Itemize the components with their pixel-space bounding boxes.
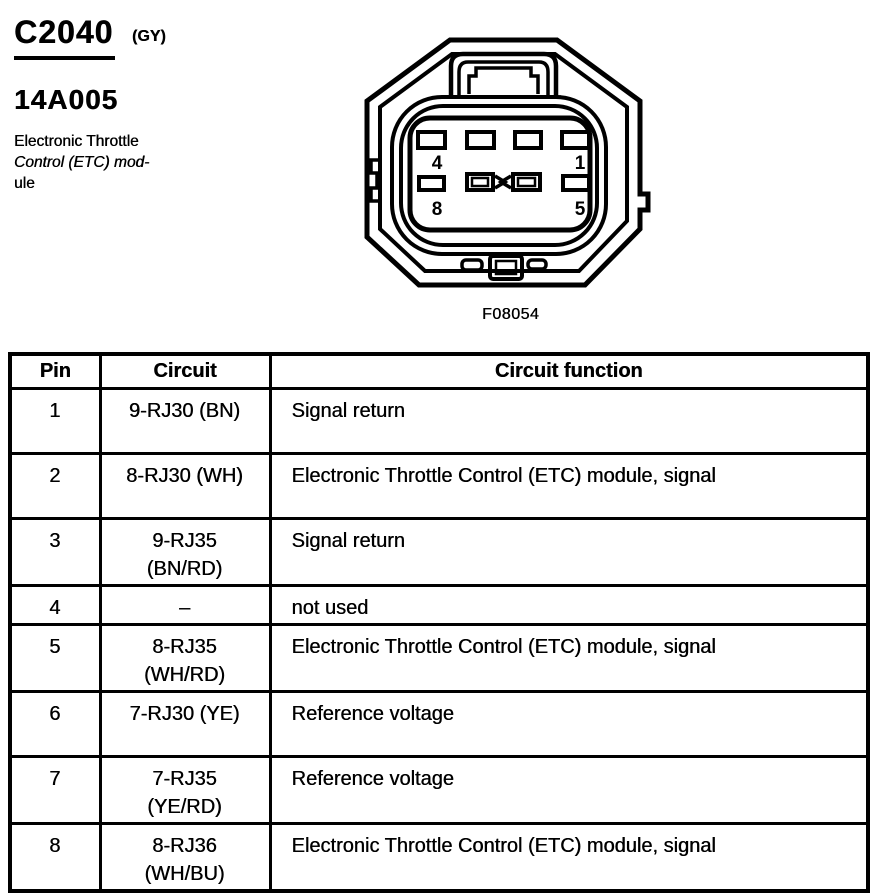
- connector-id-title: C2040: [14, 14, 115, 60]
- pin-number: 7: [10, 757, 100, 824]
- pin-slot-6-inner: [518, 178, 535, 186]
- circuit-value: [100, 625, 270, 692]
- circuit-function: Signal return: [270, 389, 868, 454]
- table-row: [10, 586, 868, 625]
- pin-slot-3: [467, 132, 494, 148]
- circuit-value: [100, 824, 270, 892]
- table-row: [10, 692, 868, 757]
- circuit-line: 9-RJ30 (BN): [128, 400, 241, 422]
- pin-number: 1: [10, 389, 100, 454]
- circuit-function: Electronic Throttle Control (ETC) module, signal: [270, 454, 868, 519]
- table-row: [10, 519, 868, 586]
- bottom-tab-right: [528, 260, 546, 269]
- circuit-value: [100, 586, 270, 625]
- connector-color-code: (GY): [132, 28, 166, 45]
- description-line: ule: [14, 175, 35, 192]
- pin-slot-8: [419, 177, 444, 190]
- pin-slot-1: [562, 132, 589, 148]
- pin-number: 8: [10, 824, 100, 892]
- circuit-function: Reference voltage: [270, 692, 868, 757]
- description-line: Electronic Throttle: [14, 133, 139, 150]
- table-row: [10, 454, 868, 519]
- circuit-line: 8-RJ35: [152, 636, 217, 658]
- circuit-value: [100, 454, 270, 519]
- circuit-line: 7-RJ30 (YE): [129, 703, 240, 725]
- circuit-line: (WH/BU): [144, 863, 225, 885]
- component-description: [14, 131, 149, 194]
- part-number: 14A005: [14, 84, 119, 115]
- circuit-value: [100, 519, 270, 586]
- circuit-value: [100, 692, 270, 757]
- circuit-function: Electronic Throttle Control (ETC) module, signal: [270, 625, 868, 692]
- pin-slot-7-inner: [472, 178, 488, 186]
- pin-slot-2: [515, 132, 541, 148]
- circuit-line: 8-RJ36: [152, 835, 217, 857]
- header-pin: Pin: [10, 354, 100, 389]
- pin-label-5: 5: [574, 199, 586, 220]
- circuit-line: –: [178, 597, 191, 619]
- circuit-line: 8-RJ30 (WH): [126, 465, 243, 487]
- table-row: [10, 757, 868, 824]
- circuit-line: (YE/RD): [147, 796, 222, 818]
- bottom-tab-left: [462, 260, 482, 270]
- circuit-value: [100, 757, 270, 824]
- header-circuit: Circuit: [100, 354, 270, 389]
- circuit-function: Electronic Throttle Control (ETC) module, signal: [270, 824, 868, 892]
- pin-slot-4: [418, 132, 445, 148]
- pin-slot-5: [563, 176, 589, 190]
- pin-number: 3: [10, 519, 100, 586]
- pinout-table: [8, 352, 870, 893]
- center-key: [495, 176, 511, 188]
- circuit-line: (BN/RD): [146, 558, 223, 580]
- header-circuit-function: Circuit function: [270, 354, 868, 389]
- circuit-value: [100, 389, 270, 454]
- pin-label-8: 8: [431, 199, 443, 220]
- pin-label-4: 4: [431, 153, 443, 174]
- pin-number: 5: [10, 625, 100, 692]
- latch-slot: [469, 68, 538, 94]
- circuit-function: Signal return: [270, 519, 868, 586]
- table-row: [10, 389, 868, 454]
- pin-number: 6: [10, 692, 100, 757]
- circuit-line: (WH/RD): [143, 664, 226, 686]
- description-line: Control (ETC) mod-: [14, 154, 150, 171]
- connector-face-diagram: [352, 8, 652, 300]
- circuit-function: not used: [270, 586, 868, 625]
- table-header-row: [10, 354, 868, 389]
- table-row: [10, 625, 868, 692]
- table-row: [10, 824, 868, 892]
- circuit-line: 9-RJ35: [152, 530, 217, 552]
- pin-number: 2: [10, 454, 100, 519]
- circuit-line: 7-RJ35: [152, 768, 217, 790]
- pin-label-1: 1: [574, 153, 586, 174]
- pin-number: 4: [10, 586, 100, 625]
- figure-caption: F08054: [482, 306, 540, 323]
- circuit-function: Reference voltage: [270, 757, 868, 824]
